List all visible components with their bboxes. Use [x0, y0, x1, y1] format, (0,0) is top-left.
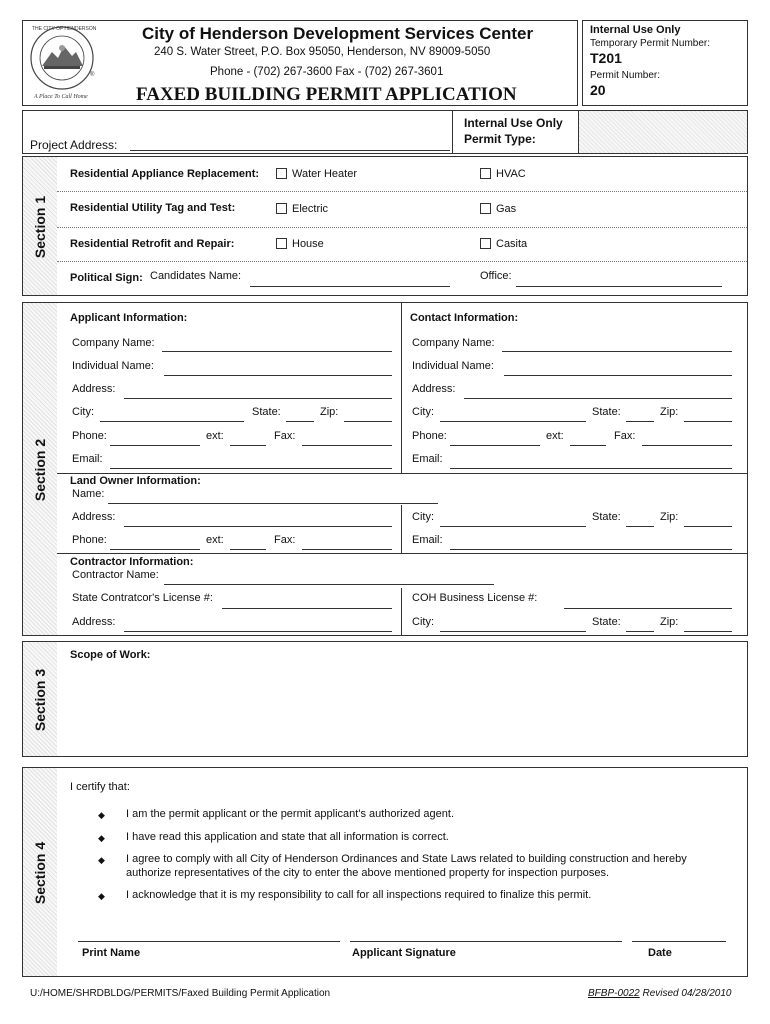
certify-bullet-2: I have read this application and state that all information is correct.: [126, 831, 449, 843]
house-checkbox[interactable]: [276, 238, 287, 249]
contractor-city-label: City:: [412, 616, 434, 628]
permit-number-value: 20: [590, 82, 606, 98]
contact-company-input[interactable]: [502, 351, 732, 352]
form-title: FAXED BUILDING PERMIT APPLICATION: [136, 84, 517, 105]
contact-individual-label: Individual Name:: [412, 360, 494, 372]
section-1-divider: [57, 227, 747, 228]
signature-input[interactable]: [350, 941, 622, 942]
house-label: House: [292, 238, 324, 250]
land-owner-phone-label: Phone:: [72, 534, 107, 546]
contractor-divider: [401, 588, 402, 636]
signature-label: Applicant Signature: [352, 947, 456, 959]
contact-individual-input[interactable]: [504, 375, 732, 376]
applicant-fax-label: Fax:: [274, 430, 296, 442]
electric-label: Electric: [292, 203, 329, 215]
form-code: BFBP-0022: [588, 988, 640, 999]
hvac-label: HVAC: [496, 168, 526, 180]
contractor-state-input[interactable]: [626, 631, 654, 632]
applicant-title: Applicant Information:: [70, 312, 188, 324]
contractor-city-input[interactable]: [440, 631, 586, 632]
section-4-label: Section 4: [32, 841, 48, 905]
permit-number-label: Permit Number:: [590, 70, 661, 81]
certify-bullet-1: I am the permit applicant or the permit applicant's authorized agent.: [126, 808, 455, 820]
contact-address-input[interactable]: [464, 398, 732, 399]
applicant-individual-label: Individual Name:: [72, 360, 154, 372]
scope-of-work-area[interactable]: [60, 664, 742, 752]
water-heater-label: Water Heater: [292, 168, 358, 180]
candidates-name-input[interactable]: [250, 286, 450, 287]
section-1-divider: [57, 191, 747, 192]
certify-bullet-3a: I agree to comply with all City of Henderson Ordinances and State Laws related to building construction and hereby: [126, 853, 687, 865]
land-owner-zip-label: Zip:: [660, 511, 679, 523]
land-owner-zip-input[interactable]: [684, 526, 732, 527]
section-2: [22, 302, 748, 636]
date-input[interactable]: [632, 941, 726, 942]
logo-ring-text: THE CITY OF HENDERSON: [32, 26, 97, 32]
section-1-label: Section 1: [32, 195, 48, 259]
political-sign-label: Political Sign:: [70, 272, 143, 284]
contractor-title: Contractor Information:: [70, 556, 194, 568]
contact-city-input[interactable]: [440, 421, 586, 422]
land-owner-state-input[interactable]: [626, 526, 654, 527]
applicant-address-label: Address:: [72, 383, 116, 395]
bullet-icon: ◆: [98, 833, 105, 843]
scope-of-work-label: Scope of Work:: [70, 649, 151, 661]
contact-ext-input[interactable]: [570, 445, 606, 446]
project-address-label: Project Address:: [30, 138, 118, 152]
applicant-contact-divider: [401, 302, 402, 473]
contractor-address-label: Address:: [72, 616, 116, 628]
office-input[interactable]: [516, 286, 722, 287]
land-owner-name-label: Name:: [72, 488, 105, 500]
contact-fax-input[interactable]: [642, 445, 732, 446]
print-name-input[interactable]: [78, 941, 340, 942]
land-owner-ext-label: ext:: [206, 534, 224, 546]
coh-license-label: COH Business License #:: [412, 592, 538, 604]
land-owner-ext-input[interactable]: [230, 549, 266, 550]
print-name-label: Print Name: [82, 947, 141, 959]
contractor-address-input[interactable]: [124, 631, 392, 632]
applicant-company-label: Company Name:: [72, 337, 155, 349]
contractor-name-label: Contractor Name:: [72, 569, 159, 581]
certify-bullet-3b: authorize representatives of the city to enter the above mentioned property for inspection purposes.: [126, 867, 610, 879]
applicant-individual-input[interactable]: [164, 375, 392, 376]
section-1-divider: [57, 261, 747, 262]
internal-use-title: Internal Use Only: [590, 24, 681, 36]
footer-path: U:/HOME/SHRDBLDG/PERMITS/Faxed Building Permit Application: [30, 988, 331, 999]
contact-zip-input[interactable]: [684, 421, 732, 422]
land-owner-city-input[interactable]: [440, 526, 586, 527]
permit-type-field[interactable]: [578, 111, 747, 153]
applicant-state-input[interactable]: [286, 421, 314, 422]
applicant-address-input[interactable]: [124, 398, 392, 399]
applicant-email-label: Email:: [72, 453, 103, 465]
contact-title: Contact Information:: [410, 312, 519, 324]
gas-label: Gas: [496, 203, 517, 215]
contractor-name-input[interactable]: [164, 584, 494, 585]
applicant-phone-input[interactable]: [110, 445, 200, 446]
header-address: 240 S. Water Street, P.O. Box 95050, Henderson, NV 89009-5050: [154, 46, 491, 58]
landowner-divider: [401, 505, 402, 553]
date-label: Date: [648, 947, 672, 959]
applicant-state-label: State:: [252, 406, 281, 418]
temp-permit-value: T201: [590, 50, 622, 66]
state-license-input[interactable]: [222, 608, 392, 609]
temp-permit-label: Temporary Permit Number:: [590, 38, 711, 49]
land-owner-fax-input[interactable]: [302, 549, 392, 550]
bullet-icon: ◆: [98, 810, 105, 820]
certify-bullet-4: I acknowledge that it is my responsibility to call for all inspections required to finalize this permit.: [126, 889, 592, 901]
contact-address-label: Address:: [412, 383, 456, 395]
landowner-bottom-divider: [57, 553, 747, 554]
applicant-company-input[interactable]: [162, 351, 392, 352]
land-owner-phone-input[interactable]: [110, 549, 200, 550]
permit-type-label: Permit Type:: [464, 132, 536, 146]
land-owner-address-label: Address:: [72, 511, 116, 523]
contact-state-input[interactable]: [626, 421, 654, 422]
section-3-label: Section 3: [32, 668, 48, 732]
project-internal-title: Internal Use Only: [464, 116, 563, 130]
land-owner-city-label: City:: [412, 511, 434, 523]
land-owner-name-input[interactable]: [108, 503, 438, 504]
retrofit-repair-label: Residential Retrofit and Repair:: [70, 238, 235, 250]
city-logo: [26, 22, 102, 102]
applicant-bottom-divider: [57, 473, 747, 474]
applicant-email-input[interactable]: [110, 468, 392, 469]
project-address-input[interactable]: [130, 150, 450, 151]
hvac-checkbox[interactable]: [480, 168, 491, 179]
contact-company-label: Company Name:: [412, 337, 495, 349]
contractor-zip-label: Zip:: [660, 616, 679, 628]
contact-phone-input[interactable]: [450, 445, 540, 446]
casita-checkbox[interactable]: [480, 238, 491, 249]
contractor-state-label: State:: [592, 616, 621, 628]
office-label: Office:: [480, 270, 512, 282]
casita-label: Casita: [496, 238, 528, 250]
contact-fax-label: Fax:: [614, 430, 636, 442]
land-owner-state-label: State:: [592, 511, 621, 523]
coh-license-input[interactable]: [564, 608, 732, 609]
contact-city-label: City:: [412, 406, 434, 418]
registered-mark: ®: [90, 72, 95, 78]
land-owner-email-input[interactable]: [450, 549, 732, 550]
applicant-city-input[interactable]: [100, 421, 244, 422]
applicant-city-label: City:: [72, 406, 94, 418]
contractor-zip-input[interactable]: [684, 631, 732, 632]
land-owner-email-label: Email:: [412, 534, 443, 546]
section-2-label: Section 2: [32, 438, 48, 502]
state-license-label: State Contratcor's License #:: [72, 592, 213, 604]
applicant-zip-input[interactable]: [344, 421, 392, 422]
bullet-icon: ◆: [98, 855, 105, 865]
certify-label: I certify that:: [70, 781, 130, 793]
land-owner-fax-label: Fax:: [274, 534, 296, 546]
bullet-icon: ◆: [98, 891, 105, 901]
revised-date: Revised 04/28/2010: [642, 988, 732, 999]
applicant-ext-label: ext:: [206, 430, 224, 442]
footer-form-code: [588, 988, 731, 999]
contact-email-input[interactable]: [450, 468, 732, 469]
land-owner-address-input[interactable]: [124, 526, 392, 527]
gas-checkbox[interactable]: [480, 203, 491, 214]
header-phone-fax: Phone - (702) 267-3600 Fax - (702) 267-3601: [210, 66, 444, 78]
electric-checkbox[interactable]: [276, 203, 287, 214]
logo-tagline: A Place To Call Home: [34, 94, 88, 100]
org-title: City of Henderson Development Services Center: [142, 24, 534, 43]
appliance-replacement-label: Residential Appliance Replacement:: [70, 168, 260, 180]
contact-ext-label: ext:: [546, 430, 564, 442]
applicant-phone-label: Phone:: [72, 430, 107, 442]
land-owner-title: Land Owner Information:: [70, 475, 201, 487]
applicant-ext-input[interactable]: [230, 445, 266, 446]
applicant-fax-input[interactable]: [302, 445, 392, 446]
contact-zip-label: Zip:: [660, 406, 679, 418]
contact-phone-label: Phone:: [412, 430, 447, 442]
applicant-zip-label: Zip:: [320, 406, 339, 418]
candidates-name-label: Candidates Name:: [150, 270, 242, 282]
water-heater-checkbox[interactable]: [276, 168, 287, 179]
utility-tag-label: Residential Utility Tag and Test:: [70, 202, 236, 214]
contact-state-label: State:: [592, 406, 621, 418]
contact-email-label: Email:: [412, 453, 443, 465]
